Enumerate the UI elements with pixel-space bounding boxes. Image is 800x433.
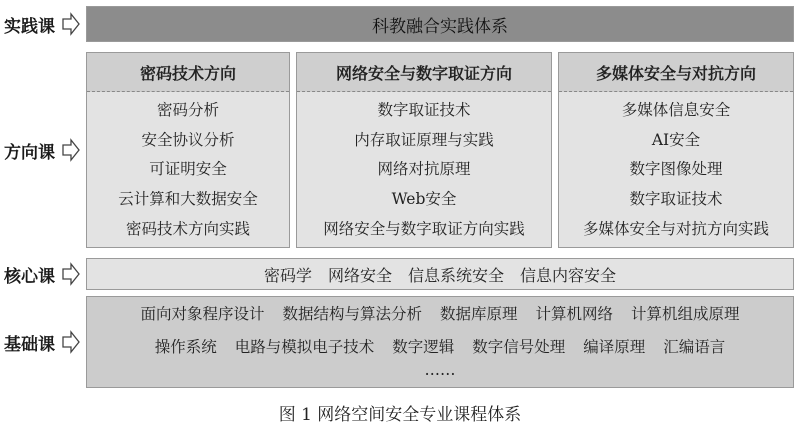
direction-course-list (559, 92, 793, 247)
direction-box-crypto (86, 52, 290, 248)
practice-system-box (86, 6, 794, 42)
course-item: 数字取证技术 (629, 190, 723, 209)
basic-course-row (87, 302, 793, 324)
row-label-text: 核心课 (4, 266, 55, 287)
course-item: 安全协议分析 (141, 130, 235, 149)
practice-system-label: 科教融合实践体系 (372, 16, 508, 37)
direction-box-network (296, 52, 552, 248)
direction-title: 多媒体安全与对抗方向 (559, 53, 793, 92)
basic-course-item: 编译原理 (583, 338, 646, 356)
direction-title: 密码技术方向 (87, 53, 289, 92)
core-course-item: 网络安全 (327, 265, 392, 285)
course-item: 多媒体信息安全 (621, 100, 731, 119)
basic-course-item: 操作系统 (154, 338, 217, 356)
basic-course-item: 电路与模拟电子技术 (234, 338, 375, 356)
direction-course-list (87, 92, 289, 247)
row-label-core (4, 262, 84, 286)
basic-course-item: 计算机组成原理 (631, 305, 740, 323)
course-item: 网络对抗原理 (377, 160, 471, 179)
course-item: 密码技术方向实践 (125, 220, 250, 239)
row-label-practice (4, 12, 84, 36)
course-item: 数字图像处理 (629, 160, 723, 179)
direction-course-list (297, 92, 551, 247)
arrow-right-icon (62, 330, 80, 354)
row-label-text: 方向课 (4, 142, 55, 163)
course-item: 密码分析 (156, 100, 219, 119)
basic-course-item: 计算机网络 (535, 305, 614, 323)
course-item: 多媒体安全与对抗方向实践 (582, 220, 769, 239)
core-course-item: 信息系统安全 (408, 265, 505, 285)
basic-course-item: 数据库原理 (439, 305, 518, 323)
basic-course-item: 数字逻辑 (392, 338, 455, 356)
row-label-direction (4, 138, 84, 162)
basic-course-item: 面向对象程序设计 (140, 305, 265, 323)
course-item: 数字取证技术 (377, 100, 471, 119)
arrow-right-icon (62, 262, 80, 286)
course-item: AI安全 (651, 130, 701, 149)
basic-course-row (87, 335, 793, 357)
course-item: 可证明安全 (149, 160, 227, 179)
more-ellipsis: …… (424, 361, 456, 379)
course-item: 网络安全与数字取证方向实践 (323, 220, 525, 239)
course-item: 云计算和大数据安全 (118, 190, 258, 209)
row-label-basic (4, 330, 84, 354)
row-label-text: 实践课 (4, 16, 55, 37)
core-courses-box (86, 258, 794, 290)
direction-box-multimedia (558, 52, 794, 248)
figure-caption: 图 1 网络空间安全专业课程体系 (278, 405, 522, 425)
basic-courses-box (86, 296, 794, 388)
core-course-item: 密码学 (263, 265, 312, 285)
basic-course-item: 数据结构与算法分析 (282, 305, 422, 323)
basic-course-row (87, 361, 793, 379)
row-label-text: 基础课 (4, 334, 55, 355)
course-item: Web安全 (391, 190, 457, 209)
direction-title: 网络安全与数字取证方向 (297, 53, 551, 92)
core-course-item: 信息内容安全 (520, 265, 617, 285)
course-item: 内存取证原理与实践 (354, 130, 494, 149)
basic-course-item: 汇编语言 (663, 338, 726, 356)
arrow-right-icon (62, 12, 80, 36)
arrow-right-icon (62, 138, 80, 162)
basic-course-item: 数字信号处理 (472, 338, 566, 356)
